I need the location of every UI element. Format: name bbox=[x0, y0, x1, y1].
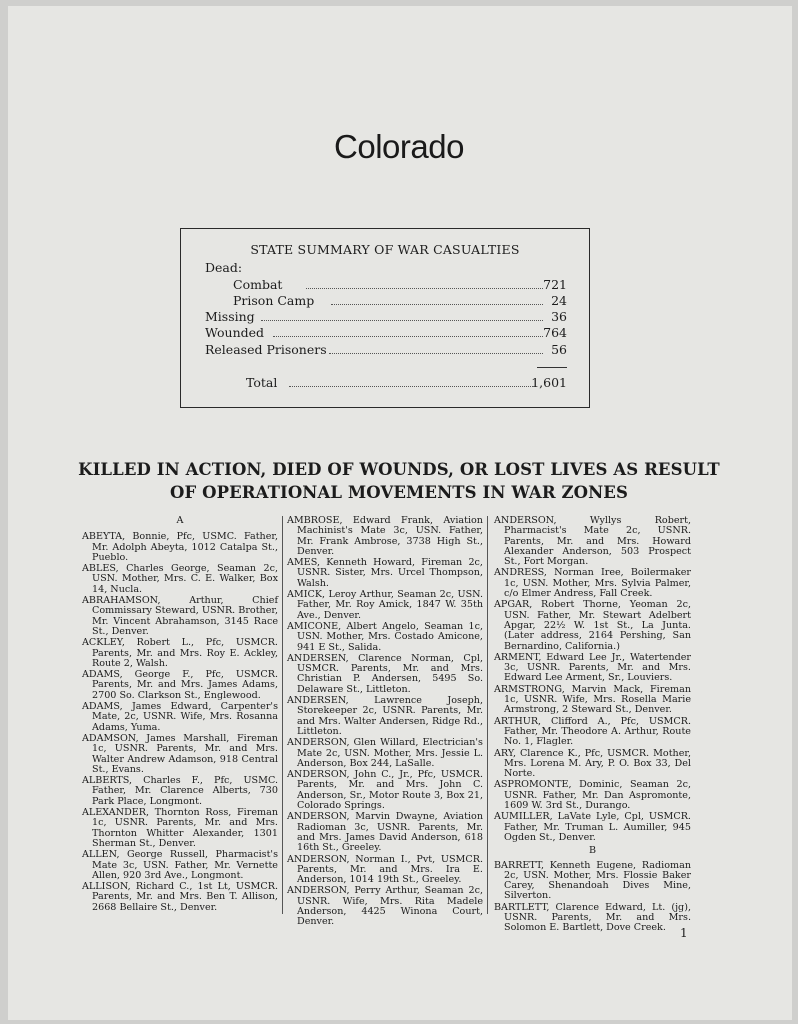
page-number: 1 bbox=[680, 926, 688, 940]
casualty-entry: ABRAHAMSON, Arthur, Chief Commissary Steward, USNR. Brother, Mr. Vincent Abrahamson, 3145 Race St., Denver. bbox=[82, 595, 278, 637]
leader-dots bbox=[289, 375, 533, 387]
casualty-column-2 bbox=[287, 516, 483, 929]
alphabet-section-letter: B bbox=[588, 845, 597, 857]
casualty-entry: ANDERSON, Marvin Dwayne, Aviation Radioman 3c, USNR. Parents, Mr. and Mrs. James David Anderson, 618 16th St., Greeley. bbox=[287, 811, 483, 854]
casualty-entry: ABEYTA, Bonnie, Pfc, USMC. Father, Mr. Adolph Abeyta, 1012 Catalpa St., Pueblo. bbox=[82, 531, 278, 563]
casualty-entry: ANDERSON, Glen Willard, Electrician's Mate 2c, USN. Mother, Mrs. Jessie L. Anderson, Box 244, LaSalle. bbox=[287, 737, 483, 769]
casualty-entry: ANDERSON, John C., Jr., Pfc, USMCR. Parents, Mr. and Mrs. John C. Anderson, Sr., Motor Route 3, Box 21, Colorado Springs. bbox=[287, 769, 483, 812]
summary-row-label: Missing bbox=[205, 309, 259, 324]
summary-row-value: 764 bbox=[543, 325, 567, 340]
casualty-entry: BARRETT, Kenneth Eugene, Radioman 2c, USN. Mother, Mrs. Flossie Baker Carey, Shenandoah Dives Mine, Silverton. bbox=[494, 859, 691, 902]
leader-dots bbox=[273, 325, 543, 337]
summary-row-label: Prison Camp bbox=[233, 293, 318, 308]
leader-dots bbox=[331, 293, 543, 305]
section-heading-line-1: KILLED IN ACTION, DIED OF WOUNDS, OR LOST LIVES AS RESULT bbox=[78, 460, 720, 479]
casualty-entry: ADAMS, George F., Pfc, USMCR. Parents, Mr. and Mrs. James Adams, 2700 So. Clarkson St., Englewood. bbox=[82, 669, 278, 701]
summary-dead-label: Dead: bbox=[205, 260, 243, 275]
casualty-entry: ANDERSEN, Clarence Norman, Cpl, USMCR. Parents, Mr. and Mrs. Christian P. Andersen, 5495 So. Delaware St., Littleton. bbox=[287, 652, 483, 695]
casualty-entry: ARY, Clarence K., Pfc, USMCR. Mother, Mrs. Lorena M. Ary, P. O. Box 33, Del Norte. bbox=[494, 747, 691, 780]
summary-row-missing bbox=[181, 309, 589, 326]
casualty-entry: ASPROMONTE, Dominic, Seaman 2c, USNR. Father, Mr. Dan Aspromonte, 1609 W. 3rd St., Durango. bbox=[494, 779, 691, 812]
alphabet-section-letter: A bbox=[176, 515, 184, 526]
summary-row-value: 24 bbox=[551, 293, 567, 308]
casualty-entry: ARMENT, Edward Lee Jr., Watertender 3c, USNR. Parents, Mr. and Mrs. Edward Lee Arment, Sr., Louviers. bbox=[494, 651, 691, 684]
casualty-entry: BARTLETT, Clarence Edward, Lt. (jg), USNR. Parents, Mr. and Mrs. Solomon E. Bartlett, Dove Creek. bbox=[494, 901, 691, 934]
page-title: Colorado bbox=[334, 128, 464, 165]
summary-row-prison-camp bbox=[181, 293, 589, 310]
casualty-entry: ALLEN, George Russell, Pharmacist's Mate 3c, USN. Father, Mr. Vernette Allen, 920 3rd Ave., Longmont. bbox=[82, 849, 278, 881]
leader-dots bbox=[329, 342, 543, 354]
casualty-entry: ANDERSON, Norman I., Pvt, USMCR. Parents, Mr. and Mrs. Ira E. Anderson, 1014 19th St., Greeley. bbox=[287, 853, 483, 886]
summary-row-value: 721 bbox=[543, 277, 567, 292]
casualty-entry: APGAR, Robert Thorne, Yeoman 2c, USN. Father, Mr. Stewart Adelbert Apgar, 22½ W. 1st St., La Junta. (Later address, 2164 Pershing, San Bernardino, California.) bbox=[494, 599, 691, 652]
casualty-entry: ARTHUR, Clifford A., Pfc, USMCR. Father, Mr. Theodore A. Arthur, Route No. 1, Flagler. bbox=[494, 715, 691, 748]
summary-row-value: 56 bbox=[551, 342, 567, 357]
summary-heading: STATE SUMMARY OF WAR CASUALTIES bbox=[250, 242, 520, 257]
casualty-entry: ALBERTS, Charles F., Pfc, USMC. Father, Mr. Clarence Alberts, 730 Park Place, Longmont. bbox=[82, 775, 278, 807]
total-rule bbox=[537, 367, 567, 368]
summary-row-total bbox=[181, 375, 589, 392]
casualty-column-1 bbox=[82, 516, 278, 914]
casualty-column-3 bbox=[494, 516, 691, 935]
casualty-entry: AMICONE, Albert Angelo, Seaman 1c, USN. Mother, Mrs. Costado Amicone, 941 E St., Salida. bbox=[287, 620, 483, 653]
casualty-entry: ANDERSON, Wyllys Robert, Pharmacist's Mate 2c, USNR. Parents, Mr. and Mrs. Howard Alexander Anderson, 503 Prospect St., Fort Morgan. bbox=[494, 515, 691, 568]
summary-row-combat bbox=[181, 277, 589, 294]
casualty-entry: ADAMS, James Edward, Carpenter's Mate, 2c, USNR. Wife, Mrs. Rosanna Adams, Yuma. bbox=[82, 701, 278, 733]
casualty-entry: AMBROSE, Edward Frank, Aviation Machinist's Mate 3c, USN. Father, Mr. Frank Ambrose, 3738 High St., Denver. bbox=[287, 515, 483, 557]
casualty-entry: ABLES, Charles George, Seaman 2c, USN. Mother, Mrs. C. E. Walker, Box 14, Nucla. bbox=[82, 563, 278, 595]
leader-dots bbox=[261, 309, 543, 321]
summary-row-label: Combat bbox=[233, 277, 286, 292]
column-divider bbox=[487, 516, 488, 914]
casualty-entry: ADAMSON, James Marshall, Fireman 1c, USNR. Parents, Mr. and Mrs. Walter Andrew Adamson, 918 Central St., Evans. bbox=[82, 732, 278, 775]
casualty-entry: ACKLEY, Robert L., Pfc, USMCR. Parents, Mr. and Mrs. Roy E. Ackley, Route 2, Walsh. bbox=[82, 637, 278, 669]
casualty-entry: ALLISON, Richard C., 1st Lt, USMCR. Parents, Mr. and Mrs. Ben T. Allison, 2668 Bellaire St., Denver. bbox=[82, 881, 278, 913]
casualty-summary-box bbox=[180, 228, 590, 408]
summary-row-wounded bbox=[181, 325, 589, 342]
casualty-entry: AMICK, Leroy Arthur, Seaman 2c, USN. Father, Mr. Roy Amick, 1847 W. 35th Ave., Denver. bbox=[287, 589, 483, 621]
summary-row-label: Wounded bbox=[205, 325, 268, 340]
section-heading bbox=[0, 458, 798, 504]
section-heading-line-2: OF OPERATIONAL MOVEMENTS IN WAR ZONES bbox=[170, 483, 628, 502]
column-divider bbox=[282, 516, 283, 914]
casualty-entry: ANDERSON, Perry Arthur, Seaman 2c, USNR. Wife, Mrs. Rita Madele Anderson, 4425 Winona Court, Denver. bbox=[287, 885, 483, 928]
casualty-entry: ALEXANDER, Thornton Ross, Fireman 1c, USNR. Parents, Mr. and Mrs. Thornton Whitter Alexander, 1301 Sherman St., Denver. bbox=[82, 807, 278, 849]
summary-row-value: 36 bbox=[551, 309, 567, 324]
summary-row-label: Released Prisoners bbox=[205, 342, 331, 357]
casualty-entry: AMES, Kenneth Howard, Fireman 2c, USNR. Sister, Mrs. Urcel Thompson, Walsh. bbox=[287, 557, 483, 589]
summary-row-label: Total bbox=[246, 375, 281, 390]
summary-row-released-prisoners bbox=[181, 342, 589, 359]
casualty-entry: AUMILLER, LaVate Lyle, Cpl, USMCR. Father, Mr. Truman L. Aumiller, 945 Ogden St., Denver. bbox=[494, 811, 691, 843]
casualty-entry: ARMSTRONG, Marvin Mack, Fireman 1c, USNR. Wife, Mrs. Rosella Marie Armstrong, 2 Steward St., Denver. bbox=[494, 683, 691, 716]
summary-row-value: 1,601 bbox=[531, 375, 567, 390]
leader-dots bbox=[306, 277, 543, 289]
casualty-entry: ANDERSEN, Lawrence Joseph, Storekeeper 2c, USNR. Parents, Mr. and Mrs. Walter Andersen, Ridge Rd., Littleton. bbox=[287, 695, 483, 737]
casualty-entry: ANDRESS, Norman Iree, Boilermaker 1c, USN. Mother, Mrs. Sylvia Palmer, c/o Elmer Andress, Fall Creek. bbox=[494, 567, 691, 600]
